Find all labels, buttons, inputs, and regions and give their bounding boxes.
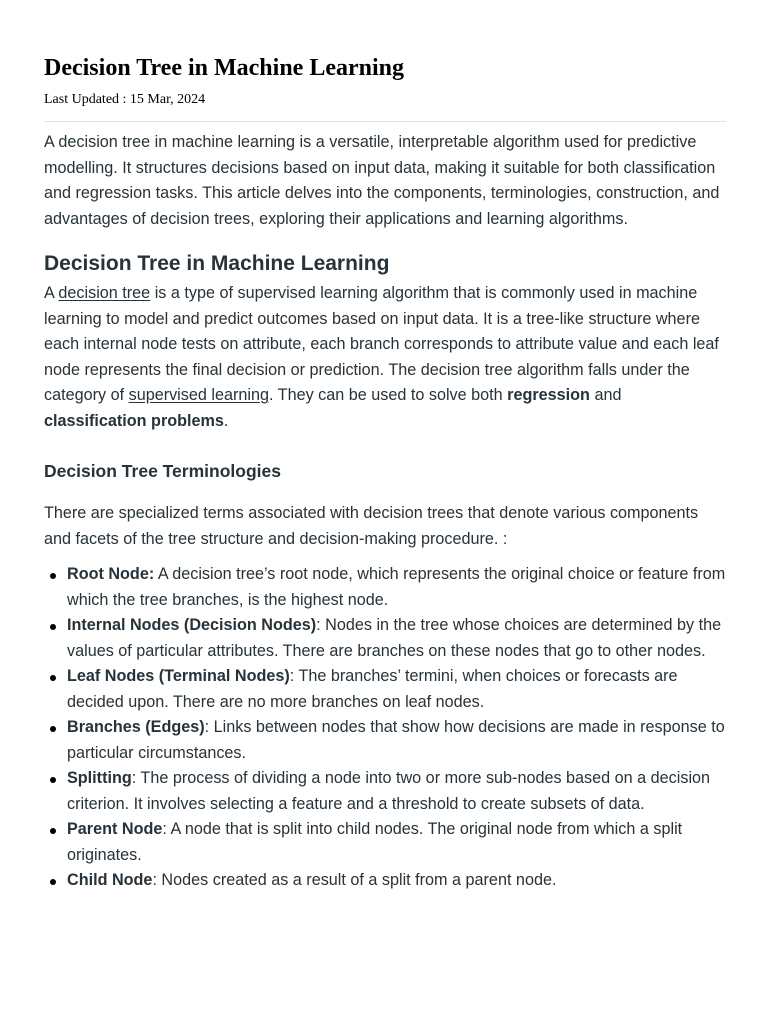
terminologies-intro-paragraph: There are specialized terms associated with decision trees that denote various components and facets of the tree structure and decision-making procedure. : — [44, 504, 699, 548]
section-heading-decision-tree: Decision Tree in Machine Learning — [44, 252, 390, 275]
term-description: : Links between nodes that show how decisions are made in response to particular circumstances. — [67, 718, 725, 762]
term-description: : The process of dividing a node into two or more sub-nodes based on a decision criterion. It involves selecting a feature and a threshold to create subsets of data. — [67, 769, 711, 813]
term-label: Root Node: — [67, 565, 155, 583]
bullet-icon — [50, 675, 56, 681]
term-label: Leaf Nodes (Terminal Nodes) — [67, 667, 290, 685]
text-segment: and — [589, 386, 622, 404]
definition-paragraph — [44, 281, 726, 434]
list-item — [67, 715, 726, 766]
list-item — [67, 562, 726, 613]
bold-classification-problems: classification problems — [44, 411, 224, 430]
term-label: Internal Nodes (Decision Nodes) — [67, 616, 317, 634]
intro-paragraph: A decision tree in machine learning is a versatile, interpretable algorithm used for predictive modelling. It structures decisions based on input data, making it suitable for both classification and regression tasks. This article delves into the components, terminologies, construction, and advantages of decision trees, exploring their applications and learning algorithms. — [44, 133, 720, 228]
term-description: : Nodes in the tree whose choices are determined by the values of particular attributes. There are branches on these nodes that go to other nodes. — [67, 616, 722, 660]
bullet-icon — [50, 624, 56, 630]
decision-tree-link[interactable]: decision tree — [58, 284, 151, 302]
bullet-icon — [50, 828, 56, 834]
bold-regression: regression — [507, 386, 590, 404]
list-item — [67, 817, 726, 868]
term-label: Parent Node — [67, 820, 163, 838]
term-description: : Nodes created as a result of a split from a parent node. — [152, 871, 557, 889]
list-item — [67, 766, 726, 817]
bullet-icon — [50, 777, 56, 783]
text-segment: . — [223, 411, 229, 430]
bullet-icon — [50, 726, 56, 732]
term-description: : A node that is split into child nodes. The original node from which a split originates. — [67, 820, 683, 864]
terminology-list — [44, 562, 726, 894]
list-item — [67, 613, 726, 664]
article-title: Decision Tree in Machine Learning — [44, 55, 404, 81]
list-item — [67, 664, 726, 715]
term-label: Child Node — [67, 871, 153, 889]
text-segment: is a type of supervised learning algorithm that is commonly used in machine learning to model and predict outcomes based on input data. It is a tree-like structure where each internal node tests on attribute, each branch corresponds to attribute value and each leaf node represents the final decision or prediction. The decision tree algorithm falls under the category of — [44, 284, 719, 404]
text-segment: A — [44, 284, 59, 302]
term-label: Splitting — [67, 769, 132, 787]
list-item — [67, 868, 726, 894]
supervised-learning-link[interactable]: supervised learning — [128, 386, 269, 404]
term-description: A decision tree’s root node, which represents the original choice or feature from which the tree branches, is the highest node. — [67, 565, 726, 609]
bullet-icon — [50, 573, 56, 579]
title-divider — [44, 121, 726, 122]
last-updated-date: Last Updated : 15 Mar, 2024 — [44, 92, 206, 107]
section-heading-terminologies: Decision Tree Terminologies — [44, 461, 281, 481]
text-segment: . They can be used to solve both — [268, 386, 508, 404]
term-label: Branches (Edges) — [67, 718, 205, 736]
bullet-icon — [50, 879, 56, 885]
term-description: : The branches’ termini, when choices or forecasts are decided upon. There are no more branches on leaf nodes. — [67, 667, 678, 711]
article-content — [44, 130, 726, 894]
